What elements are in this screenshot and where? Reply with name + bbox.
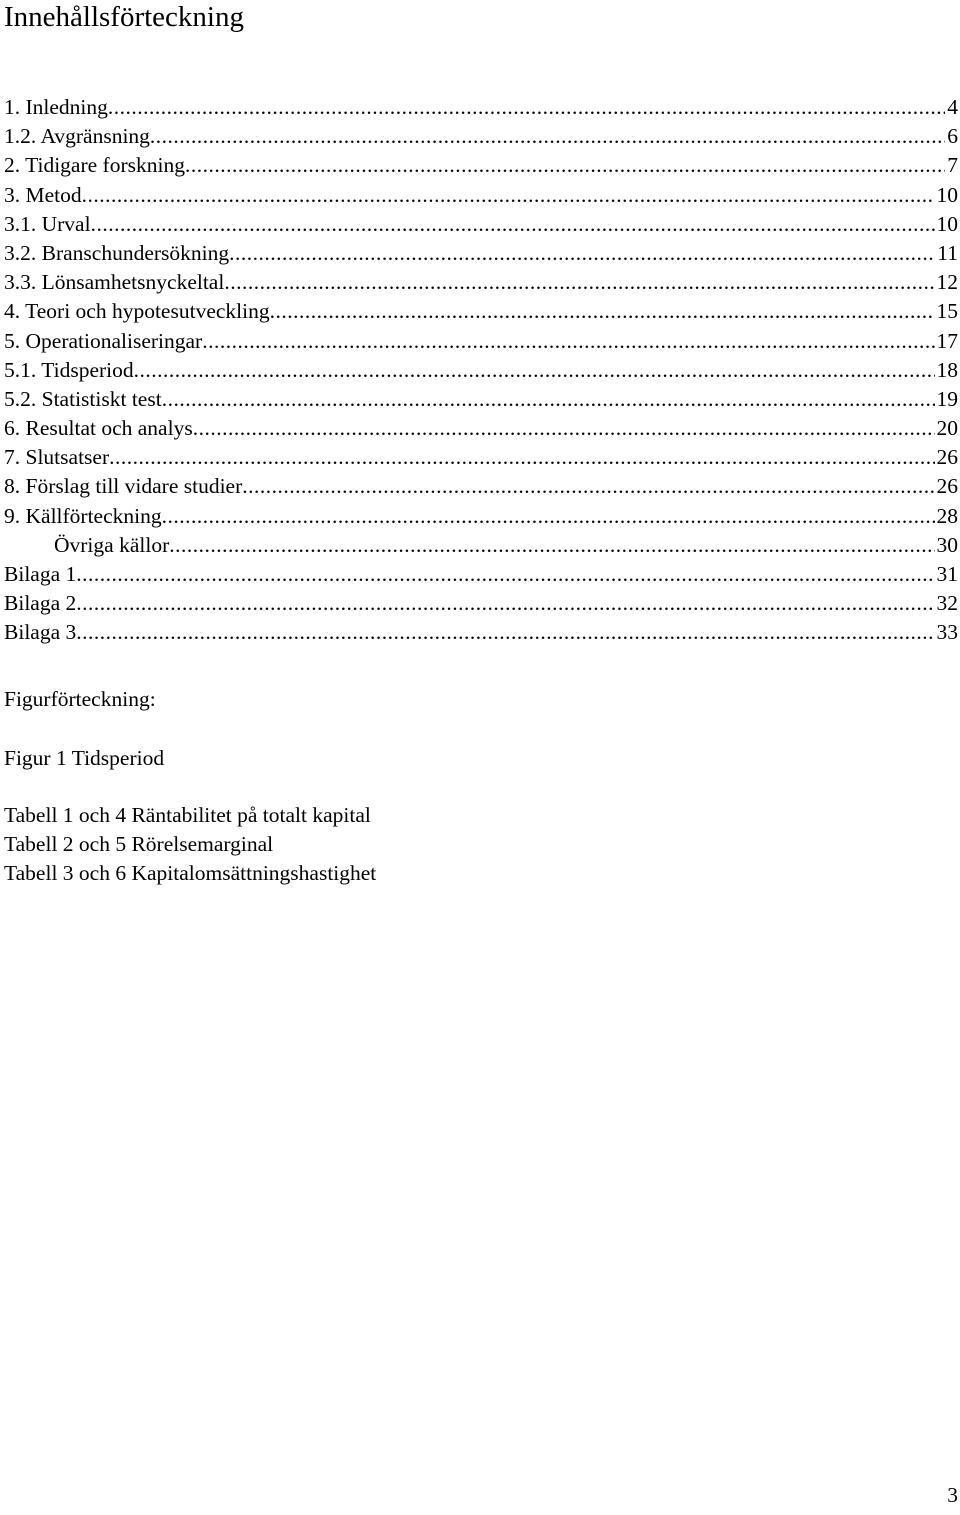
toc-entry-label: 9. Källförteckning	[4, 503, 162, 528]
toc-entry-page: 31	[936, 562, 958, 586]
toc-entry[interactable]	[4, 443, 960, 472]
toc-entry-page: 18	[936, 357, 958, 382]
toc-entry[interactable]	[4, 181, 960, 210]
toc-entry-label: 6. Resultat och analys	[4, 416, 193, 441]
toc-leader-dots	[150, 122, 945, 151]
toc-leader-dots	[162, 385, 935, 414]
toc-leader-dots	[91, 210, 935, 239]
toc-entry-label: Bilaga 3	[4, 620, 77, 645]
toc-entry[interactable]	[4, 239, 960, 268]
toc-entry[interactable]	[4, 531, 960, 560]
toc-leader-dots	[76, 589, 934, 618]
toc-entry[interactable]	[4, 472, 960, 501]
page-number: 3	[947, 1483, 958, 1507]
toc-entry[interactable]	[4, 297, 960, 326]
toc-entry-label: Övriga källor	[54, 532, 170, 557]
toc-entry-label: Bilaga 1	[4, 562, 77, 586]
toc-entry-page: 7	[947, 153, 958, 178]
toc-leader-dots	[109, 443, 934, 472]
table-list-item: Tabell 1 och 4 Räntabilitet på totalt kapital	[4, 803, 371, 827]
toc-entry-page: 26	[936, 474, 958, 499]
toc-entry-page: 20	[936, 416, 958, 441]
toc-leader-dots	[82, 181, 935, 210]
toc-leader-dots	[202, 327, 934, 356]
toc-entry-page: 32	[936, 591, 958, 616]
toc-entry[interactable]	[4, 327, 960, 356]
toc-entry-page: 10	[936, 211, 958, 236]
toc-leader-dots	[76, 560, 934, 589]
table-list-item: Tabell 3 och 6 Kapitalomsättningshastighet	[4, 861, 377, 885]
toc-entry-page: 11	[937, 240, 958, 265]
toc-leader-dots	[242, 472, 934, 501]
toc-entry-page: 6	[947, 124, 958, 149]
toc-entry-label: 2. Tidigare forskning	[4, 153, 185, 178]
toc-entry[interactable]	[4, 210, 960, 239]
toc-entry[interactable]	[4, 356, 960, 385]
toc-entry[interactable]	[4, 618, 960, 647]
toc-heading: Innehållsförteckning	[4, 1, 244, 33]
toc-entry[interactable]	[4, 414, 960, 443]
toc-entry-page: 33	[936, 620, 958, 645]
toc-leader-dots	[76, 618, 934, 647]
toc-list	[4, 93, 960, 648]
toc-entry-page: 28	[936, 503, 958, 528]
toc-entry-label: 3. Metod	[4, 182, 82, 207]
toc-entry[interactable]	[4, 589, 960, 618]
toc-entry-label: 3.3. Lönsamhetsnyckeltal	[4, 270, 225, 295]
toc-entry-label: 3.2. Branschundersökning	[4, 240, 230, 265]
toc-entry-label: 5. Operationaliseringar	[4, 328, 203, 353]
toc-leader-dots	[270, 297, 935, 326]
toc-leader-dots	[134, 356, 935, 385]
toc-entry[interactable]	[4, 502, 960, 531]
toc-leader-dots	[193, 414, 935, 443]
toc-leader-dots	[229, 239, 935, 268]
toc-leader-dots	[185, 151, 945, 180]
figure-list-item: Figur 1 Tidsperiod	[4, 746, 165, 770]
toc-leader-dots	[169, 531, 934, 560]
figure-list-heading: Figurförteckning:	[4, 687, 156, 711]
toc-entry-page: 4	[947, 95, 958, 119]
toc-entry-label: 8. Förslag till vidare studier	[4, 474, 243, 499]
toc-entry-page: 10	[936, 182, 958, 207]
toc-entry[interactable]	[4, 122, 960, 151]
toc-entry-page: 30	[936, 532, 958, 557]
toc-entry[interactable]	[4, 151, 960, 180]
toc-entry[interactable]	[4, 93, 960, 122]
toc-entry-label: 4. Teori och hypotesutveckling	[4, 299, 270, 324]
toc-entry-page: 12	[936, 270, 958, 295]
toc-leader-dots	[224, 268, 934, 297]
toc-entry-page: 19	[936, 386, 958, 411]
toc-entry-label: 5.1. Tidsperiod	[4, 357, 134, 382]
toc-entry[interactable]	[4, 560, 960, 589]
table-list-item: Tabell 2 och 5 Rörelsemarginal	[4, 832, 274, 856]
toc-entry-label: 1.2. Avgränsning	[4, 124, 150, 149]
toc-entry-label: Bilaga 2	[4, 591, 77, 616]
table-list	[4, 801, 376, 888]
toc-entry[interactable]	[4, 385, 960, 414]
toc-entry-page: 17	[936, 328, 958, 353]
toc-entry-label: 5.2. Statistiskt test	[4, 386, 162, 411]
toc-entry[interactable]	[4, 268, 960, 297]
toc-leader-dots	[162, 502, 935, 531]
toc-entry-label: 1. Inledning	[4, 95, 108, 119]
toc-entry-page: 15	[936, 299, 958, 324]
toc-entry-label: 3.1. Urval	[4, 211, 91, 236]
toc-leader-dots	[108, 93, 945, 122]
toc-entry-page: 26	[936, 445, 958, 470]
toc-entry-label: 7. Slutsatser	[4, 445, 110, 470]
